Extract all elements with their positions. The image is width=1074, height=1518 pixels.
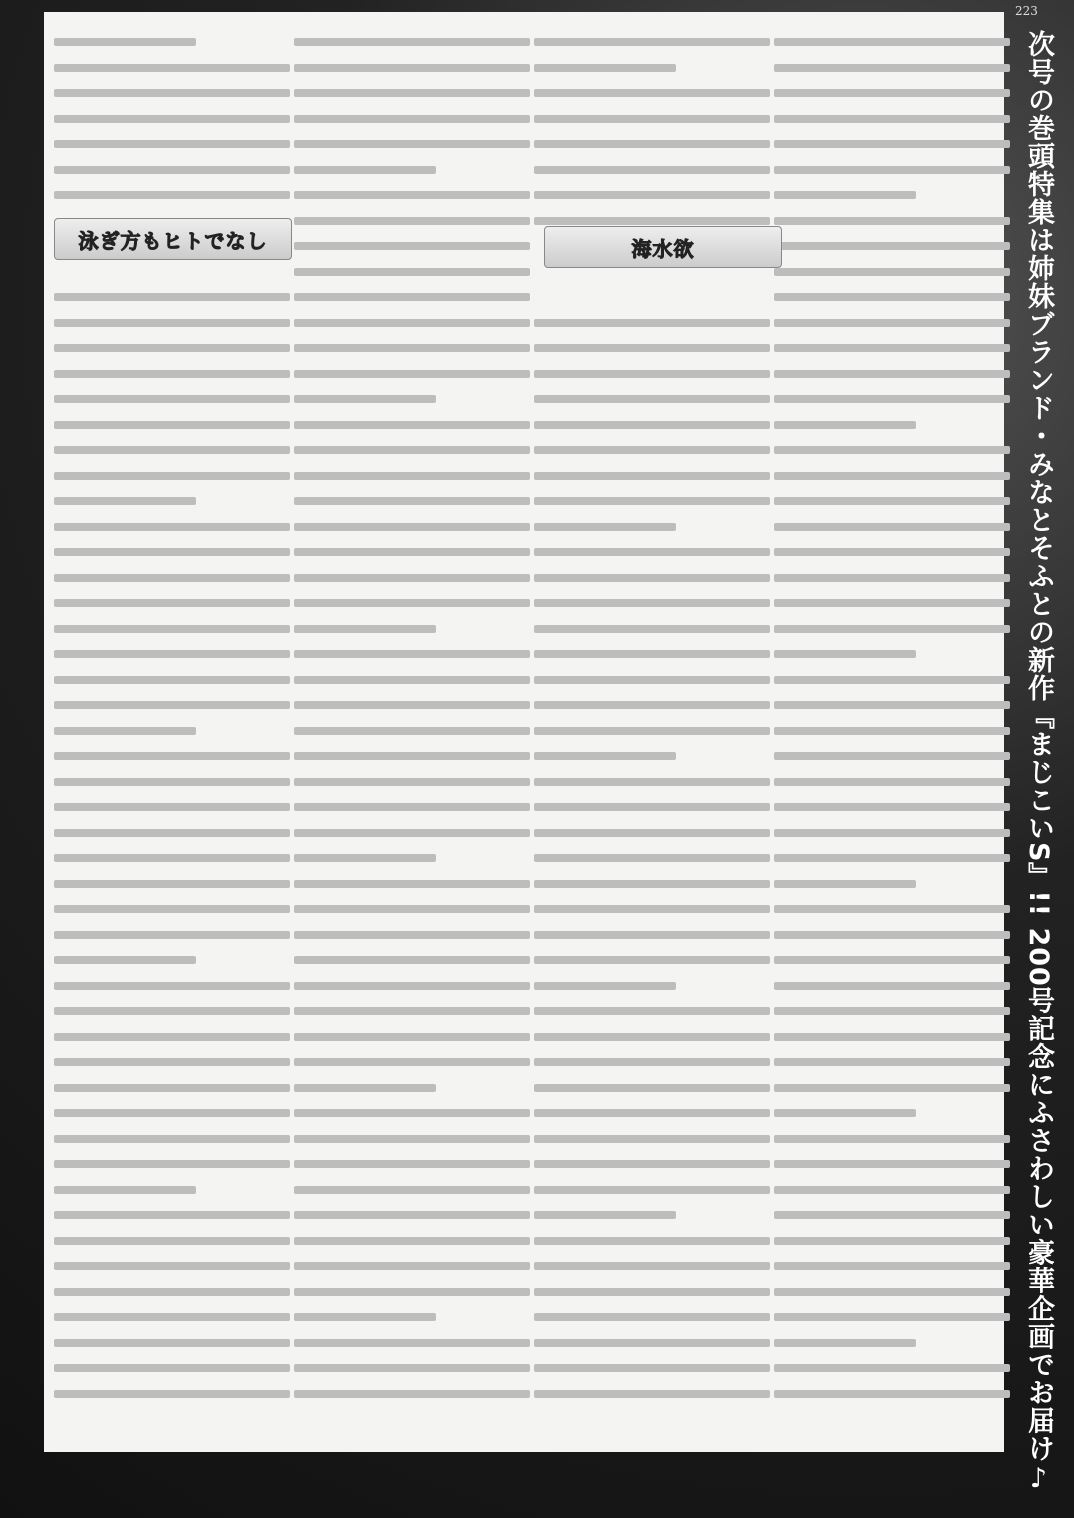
text-line-placeholder: [774, 1339, 916, 1347]
text-line-placeholder: [294, 1390, 530, 1398]
text-line-placeholder: [534, 344, 770, 352]
text-line-placeholder: [294, 1288, 530, 1296]
text-line-placeholder: [774, 1262, 1010, 1270]
text-line-placeholder: [54, 1364, 290, 1372]
text-line-placeholder: [774, 217, 1010, 225]
text-line-placeholder: [534, 905, 770, 913]
text-line-placeholder: [294, 115, 530, 123]
text-line-placeholder: [774, 548, 1010, 556]
text-line-placeholder: [774, 676, 1010, 684]
text-line-placeholder: [54, 1135, 290, 1143]
text-line-placeholder: [54, 1339, 290, 1347]
vertical-headline: 次号の巻頭特集は姉妹ブランド・みなとそふとの新作『まじこいS』!! 200号記念にふさわしい豪華企画でお届け♪: [1023, 30, 1054, 1495]
text-line-placeholder: [534, 676, 770, 684]
text-line-placeholder: [294, 1160, 530, 1168]
text-line-placeholder: [534, 931, 770, 939]
text-line-placeholder: [294, 38, 530, 46]
text-line-placeholder: [774, 880, 916, 888]
text-line-placeholder: [294, 956, 530, 964]
text-line-placeholder: [534, 140, 770, 148]
text-line-placeholder: [774, 1313, 1010, 1321]
text-line-placeholder: [774, 1288, 1010, 1296]
text-line-placeholder: [774, 778, 1010, 786]
text-line-placeholder: [774, 1033, 1010, 1041]
text-line-placeholder: [774, 956, 1010, 964]
text-line-placeholder: [294, 1109, 530, 1117]
text-line-placeholder: [774, 1160, 1010, 1168]
text-line-placeholder: [534, 854, 770, 862]
text-line-placeholder: [294, 1237, 530, 1245]
text-line-placeholder: [54, 625, 290, 633]
text-line-placeholder: [294, 727, 530, 735]
text-line-placeholder: [774, 752, 1010, 760]
text-line-placeholder: [54, 1084, 290, 1092]
text-line-placeholder: [534, 166, 770, 174]
text-line-placeholder: [774, 1211, 1010, 1219]
text-line-placeholder: [534, 1390, 770, 1398]
text-line-placeholder: [294, 1007, 530, 1015]
text-line-placeholder: [534, 1339, 770, 1347]
text-line-placeholder: [54, 931, 290, 939]
text-line-placeholder: [54, 115, 290, 123]
page-number: 223: [1015, 4, 1038, 18]
text-line-placeholder: [54, 1033, 290, 1041]
text-column-4: [774, 38, 1010, 1438]
text-line-placeholder: [774, 982, 1010, 990]
text-line-placeholder: [774, 727, 1010, 735]
text-line-placeholder: [294, 344, 530, 352]
text-line-placeholder: [54, 89, 290, 97]
text-line-placeholder: [54, 905, 290, 913]
section-heading-banner: [54, 218, 292, 260]
text-line-placeholder: [54, 676, 290, 684]
text-line-placeholder: [774, 625, 1010, 633]
text-line-placeholder: [534, 1211, 676, 1219]
text-column-2: [294, 38, 530, 1438]
text-line-placeholder: [294, 1186, 530, 1194]
text-line-placeholder: [294, 778, 530, 786]
text-line-placeholder: [54, 523, 290, 531]
text-line-placeholder: [534, 548, 770, 556]
text-line-placeholder: [294, 446, 530, 454]
text-line-placeholder: [774, 1186, 1010, 1194]
text-line-placeholder: [774, 472, 1010, 480]
text-line-placeholder: [294, 1339, 530, 1347]
text-line-placeholder: [54, 472, 290, 480]
text-line-placeholder: [54, 880, 290, 888]
text-line-placeholder: [294, 1211, 530, 1219]
text-line-placeholder: [534, 1186, 770, 1194]
text-line-placeholder: [294, 982, 530, 990]
text-line-placeholder: [294, 574, 530, 582]
text-line-placeholder: [534, 64, 676, 72]
text-line-placeholder: [294, 421, 530, 429]
text-line-placeholder: [54, 293, 290, 301]
text-line-placeholder: [774, 89, 1010, 97]
text-line-placeholder: [294, 1262, 530, 1270]
text-line-placeholder: [54, 497, 196, 505]
text-line-placeholder: [774, 293, 1010, 301]
text-line-placeholder: [774, 268, 1010, 276]
text-line-placeholder: [534, 701, 770, 709]
text-line-placeholder: [294, 880, 530, 888]
section-heading-banner: [544, 226, 782, 268]
text-line-placeholder: [54, 1262, 290, 1270]
text-line-placeholder: [54, 599, 290, 607]
text-line-placeholder: [774, 1237, 1010, 1245]
section-heading: 海水欲: [631, 236, 695, 261]
text-line-placeholder: [774, 931, 1010, 939]
text-line-placeholder: [294, 931, 530, 939]
text-line-placeholder: [294, 829, 530, 837]
text-line-placeholder: [774, 140, 1010, 148]
text-line-placeholder: [534, 599, 770, 607]
text-line-placeholder: [534, 1058, 770, 1066]
text-line-placeholder: [534, 370, 770, 378]
text-line-placeholder: [54, 727, 196, 735]
text-line-placeholder: [54, 319, 290, 327]
text-line-placeholder: [54, 421, 290, 429]
text-line-placeholder: [294, 701, 530, 709]
text-line-placeholder: [54, 701, 290, 709]
text-line-placeholder: [534, 1262, 770, 1270]
text-line-placeholder: [534, 803, 770, 811]
text-line-placeholder: [294, 370, 530, 378]
text-line-placeholder: [534, 956, 770, 964]
text-line-placeholder: [534, 191, 770, 199]
text-line-placeholder: [294, 1364, 530, 1372]
text-line-placeholder: [774, 344, 1010, 352]
text-line-placeholder: [774, 1058, 1010, 1066]
text-line-placeholder: [294, 217, 530, 225]
text-line-placeholder: [774, 599, 1010, 607]
text-line-placeholder: [294, 166, 436, 174]
text-line-placeholder: [294, 472, 530, 480]
text-line-placeholder: [774, 421, 916, 429]
text-line-placeholder: [294, 140, 530, 148]
text-line-placeholder: [54, 1109, 290, 1117]
text-line-placeholder: [534, 752, 676, 760]
text-line-placeholder: [294, 64, 530, 72]
text-line-placeholder: [54, 650, 290, 658]
text-line-placeholder: [774, 701, 1010, 709]
text-line-placeholder: [294, 1313, 436, 1321]
text-line-placeholder: [774, 166, 1010, 174]
text-line-placeholder: [54, 370, 290, 378]
text-line-placeholder: [774, 446, 1010, 454]
text-line-placeholder: [294, 523, 530, 531]
text-line-placeholder: [54, 166, 290, 174]
text-line-placeholder: [294, 854, 436, 862]
text-line-placeholder: [534, 1288, 770, 1296]
text-line-placeholder: [534, 778, 770, 786]
text-line-placeholder: [54, 140, 290, 148]
text-line-placeholder: [294, 293, 530, 301]
text-line-placeholder: [294, 191, 530, 199]
text-line-placeholder: [774, 854, 1010, 862]
text-line-placeholder: [774, 829, 1010, 837]
text-line-placeholder: [294, 599, 530, 607]
text-line-placeholder: [534, 319, 770, 327]
text-line-placeholder: [534, 1364, 770, 1372]
text-line-placeholder: [294, 1033, 530, 1041]
text-line-placeholder: [54, 982, 290, 990]
text-line-placeholder: [294, 89, 530, 97]
text-line-placeholder: [534, 880, 770, 888]
text-line-placeholder: [534, 1109, 770, 1117]
text-line-placeholder: [534, 421, 770, 429]
text-line-placeholder: [534, 1135, 770, 1143]
text-line-placeholder: [294, 548, 530, 556]
text-line-placeholder: [534, 727, 770, 735]
text-line-placeholder: [534, 1007, 770, 1015]
text-line-placeholder: [534, 89, 770, 97]
text-line-placeholder: [294, 625, 436, 633]
text-line-placeholder: [54, 191, 290, 199]
text-line-placeholder: [774, 370, 1010, 378]
article-panel: [44, 12, 1004, 1452]
text-line-placeholder: [294, 905, 530, 913]
text-line-placeholder: [294, 395, 436, 403]
text-line-placeholder: [294, 752, 530, 760]
text-line-placeholder: [54, 956, 196, 964]
text-line-placeholder: [54, 1007, 290, 1015]
text-line-placeholder: [534, 1313, 770, 1321]
text-line-placeholder: [534, 217, 770, 225]
text-line-placeholder: [774, 64, 1010, 72]
text-line-placeholder: [54, 574, 290, 582]
text-line-placeholder: [54, 752, 290, 760]
text-line-placeholder: [774, 523, 1010, 531]
text-line-placeholder: [534, 1237, 770, 1245]
text-line-placeholder: [774, 1390, 1010, 1398]
text-line-placeholder: [54, 64, 290, 72]
text-line-placeholder: [54, 778, 290, 786]
text-line-placeholder: [54, 395, 290, 403]
text-line-placeholder: [534, 115, 770, 123]
text-line-placeholder: [294, 803, 530, 811]
text-line-placeholder: [774, 1364, 1010, 1372]
text-line-placeholder: [534, 1033, 770, 1041]
text-line-placeholder: [534, 982, 676, 990]
text-line-placeholder: [534, 395, 770, 403]
text-line-placeholder: [294, 676, 530, 684]
text-line-placeholder: [294, 319, 530, 327]
text-line-placeholder: [774, 905, 1010, 913]
text-line-placeholder: [54, 1313, 290, 1321]
text-line-placeholder: [294, 497, 530, 505]
text-line-placeholder: [534, 650, 770, 658]
text-line-placeholder: [774, 38, 1010, 46]
text-line-placeholder: [54, 854, 290, 862]
text-line-placeholder: [534, 829, 770, 837]
text-line-placeholder: [534, 1084, 770, 1092]
text-line-placeholder: [774, 395, 1010, 403]
text-line-placeholder: [54, 1237, 290, 1245]
text-line-placeholder: [54, 446, 290, 454]
text-line-placeholder: [534, 625, 770, 633]
text-line-placeholder: [294, 242, 530, 250]
text-line-placeholder: [54, 1211, 290, 1219]
text-line-placeholder: [294, 1058, 530, 1066]
text-line-placeholder: [294, 268, 530, 276]
text-line-placeholder: [534, 497, 770, 505]
text-line-placeholder: [774, 574, 1010, 582]
text-line-placeholder: [774, 115, 1010, 123]
text-line-placeholder: [294, 1135, 530, 1143]
text-line-placeholder: [774, 1109, 916, 1117]
text-line-placeholder: [774, 191, 916, 199]
text-line-placeholder: [54, 38, 196, 46]
text-line-placeholder: [774, 1135, 1010, 1143]
text-line-placeholder: [534, 446, 770, 454]
text-line-placeholder: [774, 1007, 1010, 1015]
text-line-placeholder: [294, 650, 530, 658]
text-line-placeholder: [534, 472, 770, 480]
text-line-placeholder: [54, 344, 290, 352]
text-line-placeholder: [534, 1160, 770, 1168]
text-line-placeholder: [774, 497, 1010, 505]
text-line-placeholder: [54, 803, 290, 811]
text-line-placeholder: [54, 1160, 290, 1168]
text-line-placeholder: [774, 242, 1010, 250]
text-line-placeholder: [294, 1084, 436, 1092]
text-line-placeholder: [54, 548, 290, 556]
text-line-placeholder: [54, 1058, 290, 1066]
text-line-placeholder: [774, 1084, 1010, 1092]
text-line-placeholder: [54, 829, 290, 837]
text-line-placeholder: [54, 1390, 290, 1398]
text-line-placeholder: [54, 1288, 290, 1296]
text-line-placeholder: [774, 803, 1010, 811]
text-line-placeholder: [534, 574, 770, 582]
text-line-placeholder: [534, 38, 770, 46]
text-line-placeholder: [534, 523, 676, 531]
text-line-placeholder: [54, 1186, 196, 1194]
text-line-placeholder: [774, 319, 1010, 327]
text-line-placeholder: [774, 650, 916, 658]
section-heading: 泳ぎ方もヒトでなし: [78, 228, 268, 253]
